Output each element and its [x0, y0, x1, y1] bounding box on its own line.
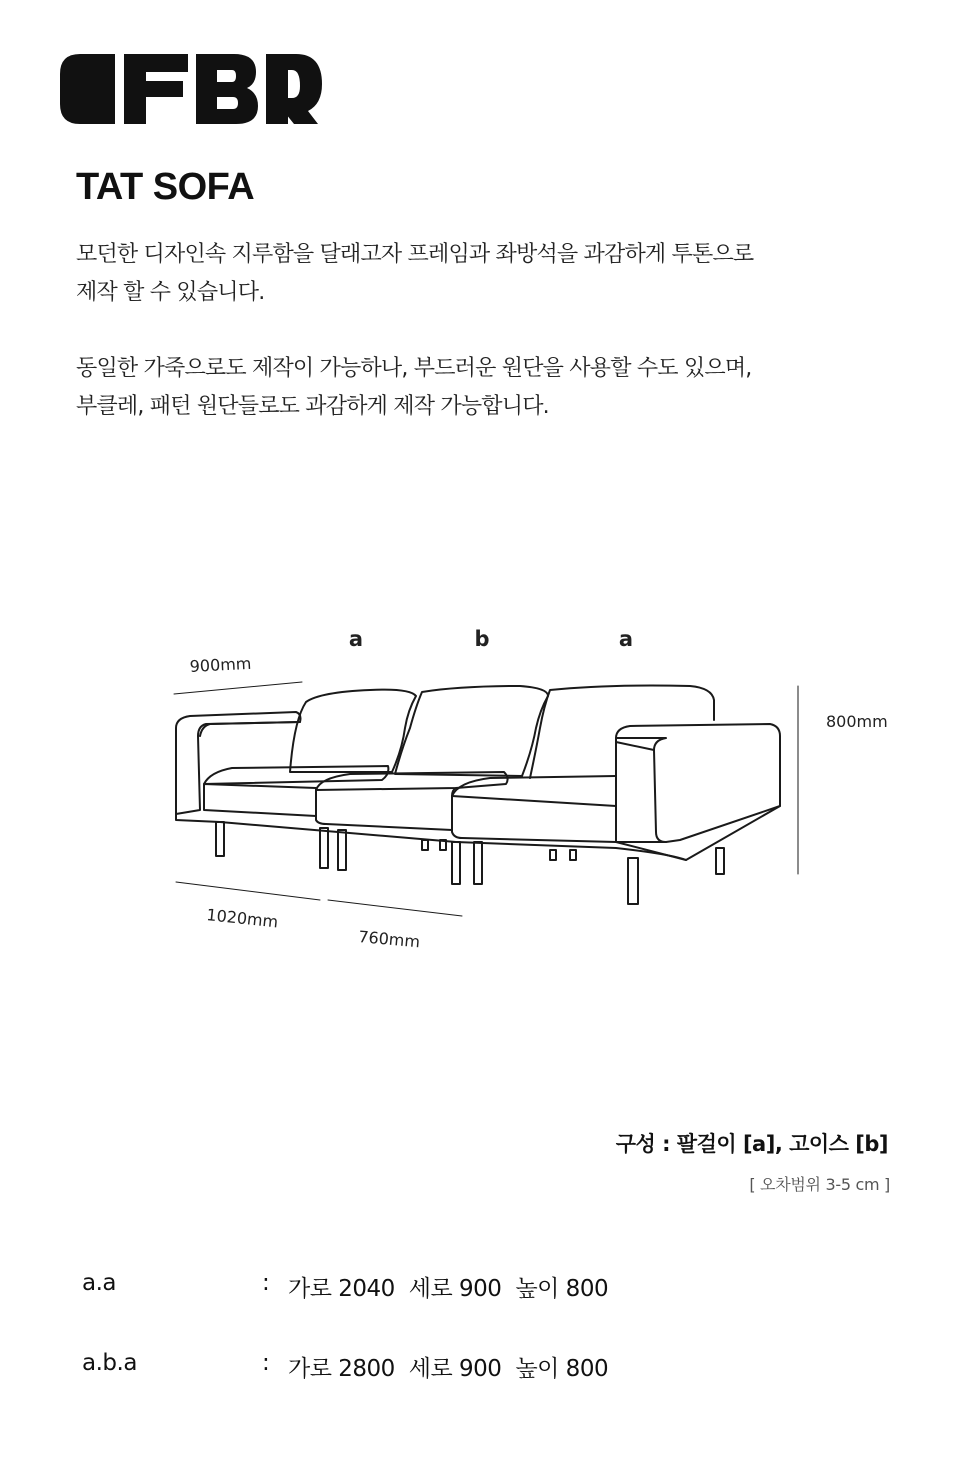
module-label-a-right: a — [618, 627, 634, 651]
depth-label: 900mm — [189, 653, 252, 676]
spec-separator: : — [262, 1270, 270, 1296]
description-line: 모던한 디자인속 지루함을 달래고자 프레임과 좌방석을 과감하게 투톤으로 — [76, 242, 754, 267]
arm-width-label: 1020mm — [205, 905, 280, 932]
product-title: TAT SOFA — [76, 166, 255, 208]
spec-row — [82, 1350, 902, 1390]
spec-height: 높이 800 — [515, 1276, 609, 1302]
description-paragraph-2 — [76, 350, 896, 426]
spec-row — [82, 1270, 902, 1310]
spec-code: a.b.a — [82, 1350, 137, 1376]
height-label: 800mm — [826, 712, 888, 731]
tolerance-note: [ 오차범위 3-5 cm ] — [749, 1175, 890, 1194]
sofa-drawing — [174, 682, 798, 916]
spec-width: 가로 2040 — [288, 1276, 395, 1302]
description-line: 동일한 가죽으로도 제작이 가능하나, 부드러운 원단을 사용할 수도 있으며, — [76, 356, 752, 381]
module-label-a-left: a — [348, 627, 364, 651]
description-line: 부클레, 패턴 원단들로도 과감하게 제작 가능합니다. — [76, 394, 549, 419]
depth-dimension-line — [174, 682, 302, 694]
spec-code: a.a — [82, 1270, 116, 1296]
middle-width-label: 760mm — [357, 927, 421, 952]
spec-dimensions — [288, 1270, 622, 1303]
spec-width: 가로 2800 — [288, 1356, 395, 1382]
sofa-dimension-diagram — [160, 610, 920, 970]
description-line: 제작 할 수 있습니다. — [76, 280, 265, 305]
spec-depth: 세로 900 — [408, 1356, 502, 1382]
spec-dimensions — [288, 1350, 622, 1383]
module-label-b: b — [474, 627, 490, 651]
middle-width-dimension-line — [328, 900, 462, 916]
spec-separator: : — [262, 1350, 270, 1376]
description-paragraph-1 — [76, 236, 896, 312]
fbr-logo — [60, 54, 322, 124]
arm-width-dimension-line — [176, 882, 320, 900]
spec-depth: 세로 900 — [408, 1276, 502, 1302]
composition-info: 구성 : 팔걸이 [a], 고이스 [b] — [615, 1132, 888, 1156]
spec-height: 높이 800 — [515, 1356, 609, 1382]
